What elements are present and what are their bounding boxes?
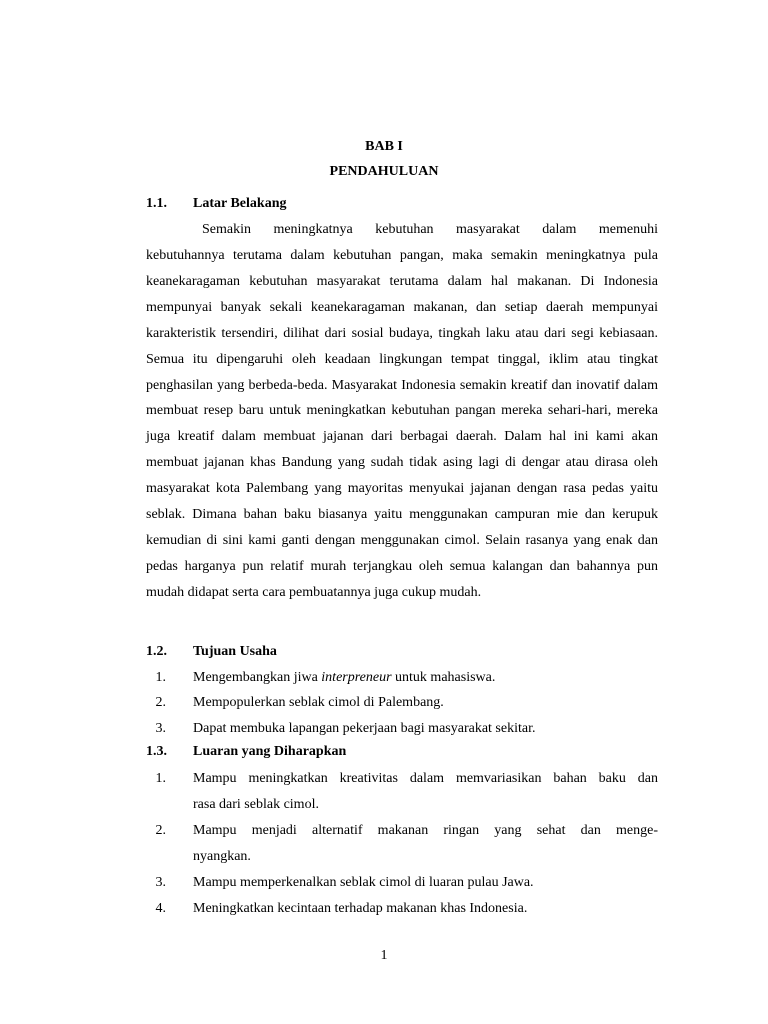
list-number: 1. [155,670,166,685]
paragraph-first-line: Semakin meningkatnya kebutuhan masyarakat dalam memenuhi [202,222,658,237]
list-text-line-2: rasa dari seblak cimol. [193,797,319,812]
section-heading-1-2 [146,642,658,662]
section-title: Tujuan Usaha [193,644,277,659]
section-number: 1.1. [146,196,167,211]
list-number: 4. [155,901,166,916]
list-text-line-2: nyangkan. [193,849,251,864]
paragraph-body: kebutuhannya terutama dalam kebutuhan pangan, maka semakin meningkatnya pula keanekaragaman kebutuhan masyarakat terutama dalam hal makanan. Di Indonesia mempunyai banyak sekali keanekaragaman makanan, dan setiap daerah mempunyai karakteristik tersendiri, dilihat dari sosial budaya, tingkah laku atau dari segi kebiasaan. Semua itu dipengaruhi oleh keadaan lingkungan tempat tinggal, iklim atau tingkat penghasilan yang berbeda-beda. Masyarakat Indonesia semakin kreatif dan inovatif dalam membuat resep baru untuk meningkatkan kebutuhan pangan mereka sehari-hari, mereka juga kreatif dalam membuat jajanan dari berbagai daerah. Dalam hal ini kami akan membuat jajanan khas Bandung yang sudah tidak asing lagi di dengar atau dirasa oleh masyarakat kota Palembang yang mayoritas menyukai jajanan dengan rasa pedas yaitu seblak. Dimana bahan baku biasanya yaitu menggunakan campuran mie dan kerupuk kemudian di sini kami ganti dengan menggunakan cimol. Selain rasanya yang enak dan pedas harganya pun relatif murah terjangkau oleh semua kalangan dan bahannya pun mudah didapat serta cara pembuatannya juga cukup mudah. [146,248,658,600]
list-text-before: Mengembangkan jiwa [193,670,322,685]
section-number: 1.2. [146,644,167,659]
section-heading-1-1 [146,194,658,214]
chapter-title: PENDAHULUAN [329,164,439,179]
list-text-line-1: Mampu meningkatkan kreativitas dalam memvariasikan bahan baku dan [193,771,658,786]
page-number: 1 [380,948,388,963]
list-text: Dapat membuka lapangan pekerjaan bagi masyarakat sekitar. [193,721,536,736]
list-text-line-1: Mampu menjadi alternatif makanan ringan yang sehat dan menge- [193,823,658,838]
section-heading-1-3 [146,742,658,762]
list-number: 3. [155,875,166,890]
section-title: Latar Belakang [193,196,287,211]
list-number: 2. [155,695,166,710]
chapter-label: BAB I [365,139,403,154]
list-number: 1. [155,771,166,786]
list-text-emphasis: interpreneur [321,670,392,685]
list-text: Mempopulerkan seblak cimol di Palembang. [193,695,444,710]
section-title: Luaran yang Diharapkan [193,744,347,759]
section-number: 1.3. [146,744,167,759]
list-number: 3. [155,721,166,736]
list-number: 2. [155,823,166,838]
list-text [193,665,658,691]
list-text: Mampu memperkenalkan seblak cimol di luaran pulau Jawa. [193,875,534,890]
list-text: Meningkatkan kecintaan terhadap makanan khas Indonesia. [193,901,528,916]
list-text-after: untuk mahasiswa. [391,670,496,685]
